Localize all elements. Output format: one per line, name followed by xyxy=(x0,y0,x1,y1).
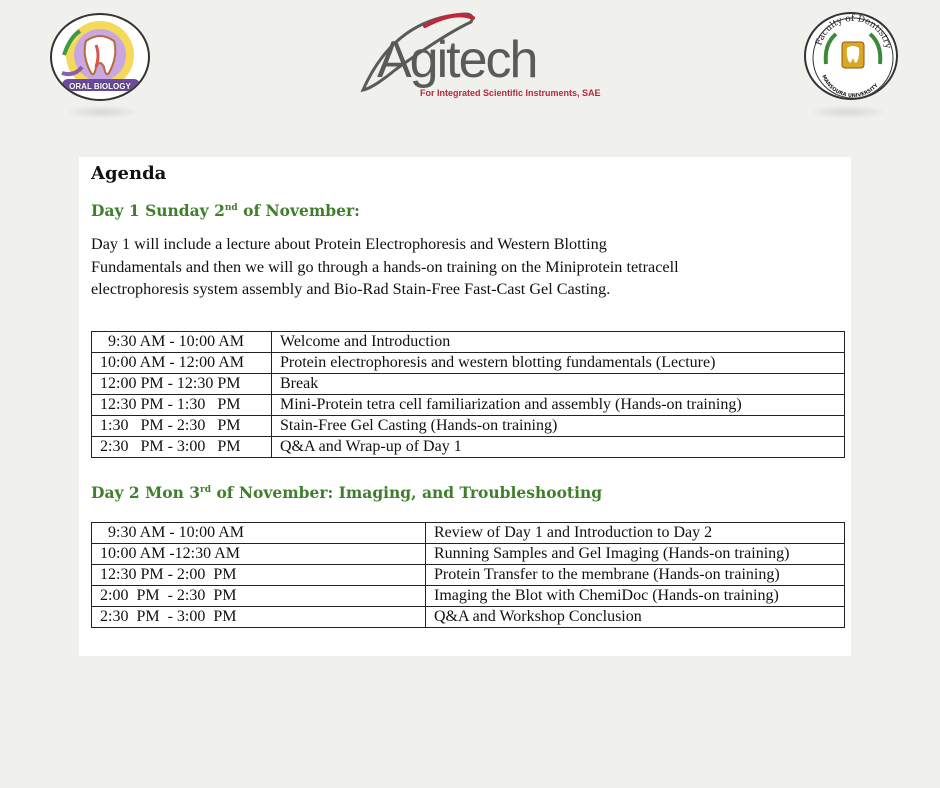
activity-cell: Protein Transfer to the membrane (Hands-on training) xyxy=(426,565,845,586)
activity-cell: Imaging the Blot with ChemiDoc (Hands-on training) xyxy=(426,586,845,607)
oral-biology-logo xyxy=(50,13,150,101)
seal-bottom-text: MANSOURA UNIVERSITY xyxy=(820,74,880,100)
activity-cell: Welcome and Introduction xyxy=(272,332,845,353)
activity-cell: Q&A and Workshop Conclusion xyxy=(426,607,845,628)
day1-intro xyxy=(91,233,791,301)
day2-heading-suffix: of November: Imaging, and Troubleshooting xyxy=(211,483,603,502)
table-row xyxy=(92,544,845,565)
time-cell: 9:30 AM - 10:00 AM xyxy=(92,523,426,544)
table-row xyxy=(92,332,845,353)
activity-cell: Running Samples and Gel Imaging (Hands-on training) xyxy=(426,544,845,565)
day1-heading-sup: nd xyxy=(224,202,238,213)
logo-shadow xyxy=(62,105,142,119)
time-cell: 12:30 PM - 2:00 PM xyxy=(92,565,426,586)
table-row xyxy=(92,353,845,374)
table-row xyxy=(92,395,845,416)
day2-heading-sup: rd xyxy=(200,484,212,495)
activity-cell: Mini-Protein tetra cell familiarization and assembly (Hands-on training) xyxy=(272,395,845,416)
time-cell: 2:30 PM - 3:00 PM xyxy=(92,607,426,628)
agenda-card xyxy=(79,157,851,656)
table-row xyxy=(92,586,845,607)
agenda-title: Agenda xyxy=(91,163,167,184)
time-cell: 2:30 PM - 3:00 PM xyxy=(92,437,272,458)
time-cell: 12:00 PM - 12:30 PM xyxy=(92,374,272,395)
agitech-logo xyxy=(355,8,601,103)
faculty-of-dentistry-seal xyxy=(804,12,898,100)
header xyxy=(0,0,940,130)
activity-cell: Break xyxy=(272,374,845,395)
oral-biology-label: ORAL BIOLOGY xyxy=(69,82,131,91)
day2-heading-prefix: Day 2 Mon 3 xyxy=(91,483,201,502)
agitech-wordmark: Agitech xyxy=(377,31,537,89)
university-seal-icon xyxy=(806,14,898,100)
day1-heading-prefix: Day 1 Sunday 2 xyxy=(91,201,225,220)
activity-cell: Q&A and Wrap-up of Day 1 xyxy=(272,437,845,458)
day1-heading-suffix: of November: xyxy=(237,201,360,220)
day1-heading xyxy=(91,201,360,220)
day2-schedule-table xyxy=(91,522,845,628)
activity-cell: Protein electrophoresis and western blotting fundamentals (Lecture) xyxy=(272,353,845,374)
seal-top-text: Faculty of Dentistry xyxy=(814,14,893,50)
intro-line: Day 1 will include a lecture about Protein Electrophoresis and Western Blotting xyxy=(91,235,607,253)
time-cell: 10:00 AM - 12:00 AM xyxy=(92,353,272,374)
time-cell: 10:00 AM -12:30 AM xyxy=(92,544,426,565)
day2-heading xyxy=(91,483,602,502)
activity-cell: Stain-Free Gel Casting (Hands-on training) xyxy=(272,416,845,437)
table-row xyxy=(92,437,845,458)
intro-line: electrophoresis system assembly and Bio-Rad Stain-Free Fast-Cast Gel Casting. xyxy=(91,280,611,298)
table-row xyxy=(92,523,845,544)
time-cell: 12:30 PM - 1:30 PM xyxy=(92,395,272,416)
table-row xyxy=(92,416,845,437)
day1-schedule-table xyxy=(91,331,845,458)
table-row xyxy=(92,374,845,395)
seal-shadow xyxy=(808,105,888,119)
agitech-tagline: For Integrated Scientific Instruments, SAE xyxy=(420,88,601,98)
time-cell: 2:00 PM - 2:30 PM xyxy=(92,586,426,607)
time-cell: 1:30 PM - 2:30 PM xyxy=(92,416,272,437)
table-row xyxy=(92,607,845,628)
time-cell: 9:30 AM - 10:00 AM xyxy=(92,332,272,353)
activity-cell: Review of Day 1 and Introduction to Day 2 xyxy=(426,523,845,544)
intro-line: Fundamentals and then we will go through a hands-on training on the Miniprotein tetracell xyxy=(91,257,679,276)
table-row xyxy=(92,565,845,586)
